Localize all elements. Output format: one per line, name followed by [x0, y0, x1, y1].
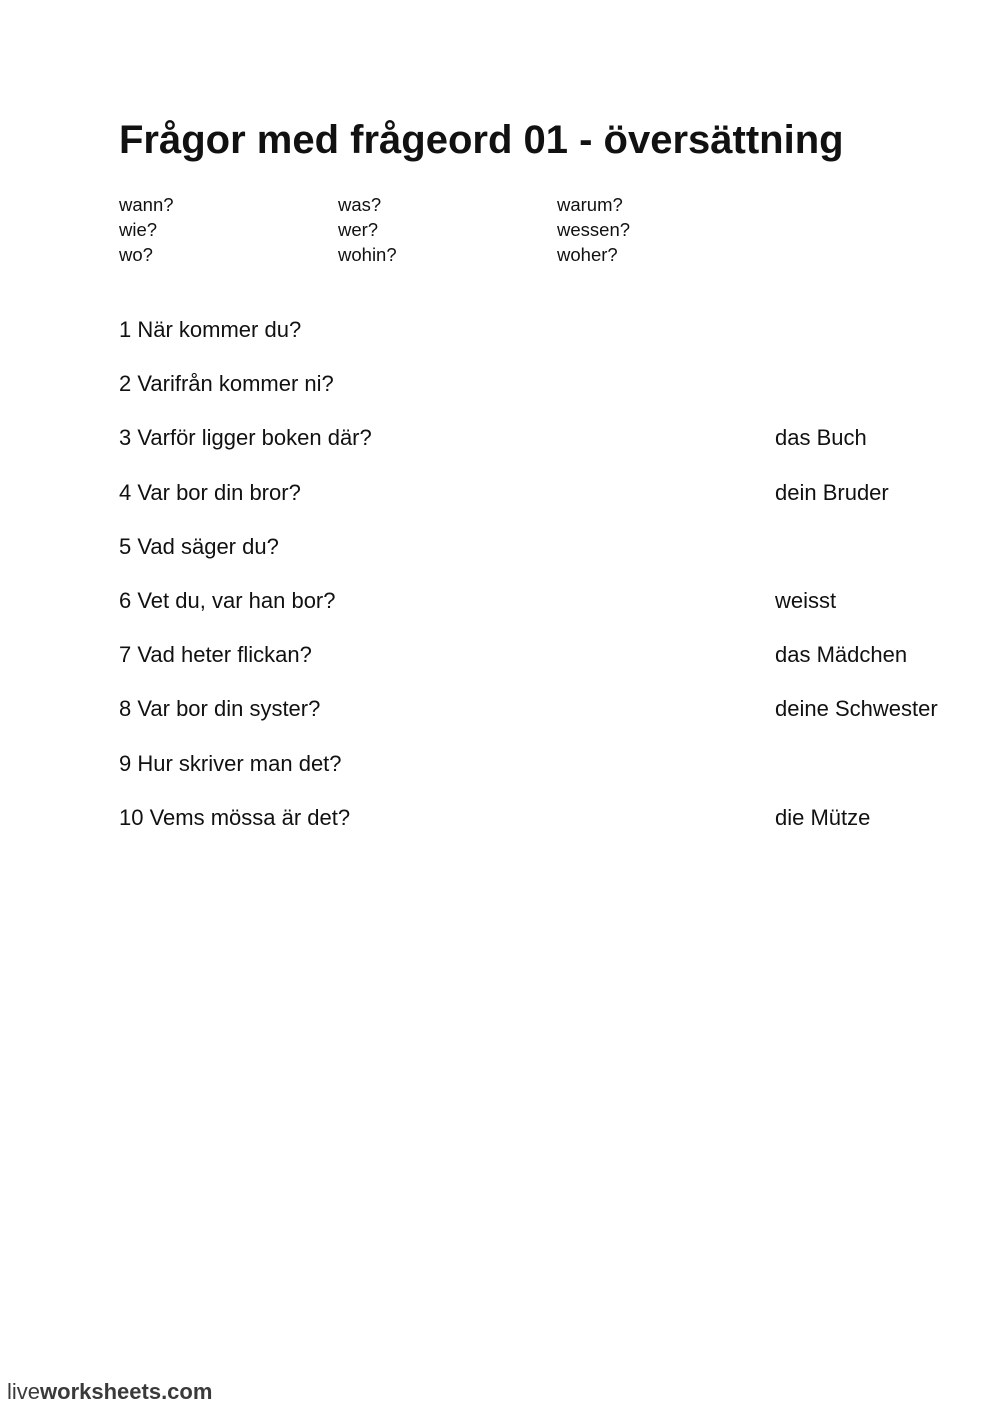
question-row — [119, 303, 979, 357]
page-title: Frågor med frågeord 01 - översättning — [119, 118, 844, 162]
question-text: 6 Vet du, var han bor? — [119, 588, 336, 614]
question-text: 3 Varför ligger boken där? — [119, 425, 372, 451]
word-bank-item: wessen? — [557, 218, 631, 240]
question-text: 1 När kommer du? — [119, 317, 302, 343]
question-row — [119, 791, 979, 845]
logo-text-light: live — [7, 1379, 41, 1404]
question-hint: die Mütze — [775, 804, 871, 830]
question-hint: das Buch — [775, 425, 867, 451]
question-hint: das Mädchen — [775, 642, 908, 668]
question-text: 10 Vems mössa är det? — [119, 804, 351, 830]
question-text: 7 Vad heter flickan? — [119, 642, 312, 668]
question-text: 9 Hur skriver man det? — [119, 750, 342, 776]
word-bank-row — [119, 192, 779, 217]
question-hint: deine Schwester — [775, 696, 938, 722]
liveworksheets-logo[interactable] — [7, 1379, 212, 1405]
question-text: 8 Var bor din syster? — [119, 696, 321, 722]
question-row — [119, 574, 979, 628]
word-bank-item: wann? — [119, 193, 174, 215]
word-bank-row — [119, 242, 779, 267]
word-bank-row — [119, 217, 779, 242]
question-text: 5 Vad säger du? — [119, 533, 279, 559]
word-bank-item: wie? — [119, 218, 158, 240]
word-bank-item: warum? — [557, 193, 623, 215]
question-row — [119, 357, 979, 411]
question-row — [119, 411, 979, 465]
word-bank-item: wo? — [119, 243, 153, 265]
word-bank-item: wohin? — [338, 243, 397, 265]
question-hint: dein Bruder — [775, 479, 889, 505]
question-row — [119, 520, 979, 574]
word-bank — [119, 192, 779, 267]
question-text: 2 Varifrån kommer ni? — [119, 371, 334, 397]
question-row — [119, 682, 979, 736]
logo-text-bold: worksheets.com — [40, 1379, 213, 1404]
question-row — [119, 628, 979, 682]
question-text: 4 Var bor din bror? — [119, 479, 301, 505]
question-row — [119, 466, 979, 520]
word-bank-item: wer? — [338, 218, 379, 240]
question-list — [119, 303, 979, 845]
question-row — [119, 737, 979, 791]
word-bank-item: woher? — [557, 243, 618, 265]
word-bank-item: was? — [338, 193, 382, 215]
question-hint: weisst — [775, 588, 837, 614]
